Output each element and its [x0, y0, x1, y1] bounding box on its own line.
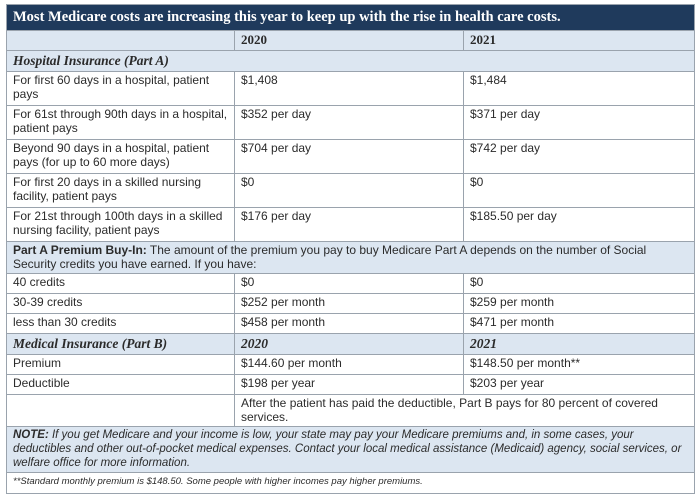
part-b-header-2021: 2021 [464, 334, 695, 355]
medicare-costs-table [6, 4, 695, 494]
note-lead: NOTE: [13, 429, 49, 441]
value-2020: $0 [235, 174, 464, 208]
buyin-lead: Part A Premium Buy-In: [13, 243, 147, 257]
footnote: **Standard monthly premium is $148.50. Some people with higher incomes pay higher premiums. [7, 473, 695, 494]
part-b-heading: Medical Insurance (Part B) [7, 334, 235, 355]
note [7, 427, 695, 473]
after-blank [7, 395, 235, 427]
part-b-after-row [7, 395, 695, 427]
value-2020: $252 per month [235, 294, 464, 314]
value-2021: $0 [464, 274, 695, 294]
part-b-header-2020: 2020 [235, 334, 464, 355]
table-row [7, 314, 695, 334]
row-label: 40 credits [7, 274, 235, 294]
value-2021: $203 per year [464, 375, 695, 395]
footnote-row [7, 473, 695, 494]
value-2021: $148.50 per month** [464, 355, 695, 375]
row-label: Premium [7, 355, 235, 375]
value-2020: $198 per year [235, 375, 464, 395]
buyin-text: The amount of the premium you pay to buy Medicare Part A depends on the number of Social Security credits you have earned. If you have: [13, 243, 647, 271]
table-row [7, 72, 695, 106]
row-label: For 21st through 100th days in a skilled nursing facility, patient pays [7, 208, 235, 242]
value-2021: $259 per month [464, 294, 695, 314]
note-row [7, 427, 695, 473]
table-row [7, 294, 695, 314]
header-2020: 2020 [235, 31, 464, 51]
table-row [7, 174, 695, 208]
value-2020: $176 per day [235, 208, 464, 242]
table-row [7, 355, 695, 375]
table-row [7, 140, 695, 174]
value-2021: $1,484 [464, 72, 695, 106]
row-label: For 61st through 90th days in a hospital, patient pays [7, 106, 235, 140]
value-2020: $144.60 per month [235, 355, 464, 375]
row-label: 30-39 credits [7, 294, 235, 314]
part-b-heading-row [7, 334, 695, 355]
table-row [7, 274, 695, 294]
row-label: less than 30 credits [7, 314, 235, 334]
part-a-heading: Hospital Insurance (Part A) [7, 51, 695, 72]
value-2021: $371 per day [464, 106, 695, 140]
table-row [7, 375, 695, 395]
value-2021: $185.50 per day [464, 208, 695, 242]
value-2020: $0 [235, 274, 464, 294]
value-2021: $471 per month [464, 314, 695, 334]
value-2020: $352 per day [235, 106, 464, 140]
row-label: For first 60 days in a hospital, patient pays [7, 72, 235, 106]
table-title: Most Medicare costs are increasing this year to keep up with the rise in health care costs. [7, 5, 695, 31]
row-label: Beyond 90 days in a hospital, patient pays (for up to 60 more days) [7, 140, 235, 174]
value-2020: $1,408 [235, 72, 464, 106]
medicare-costs-table-container [6, 4, 694, 494]
note-text: If you get Medicare and your income is low, your state may pay your Medicare premiums and, in some cases, your deductibles and other out-of-pocket medical expenses. Contact your local medical assistance (Medicaid) agency, social services, or welfare office for more information. [13, 429, 682, 469]
part-a-heading-row [7, 51, 695, 72]
buyin-intro [7, 242, 695, 274]
header-blank [7, 31, 235, 51]
year-header-row [7, 31, 695, 51]
header-2021: 2021 [464, 31, 695, 51]
row-label: For first 20 days in a skilled nursing facility, patient pays [7, 174, 235, 208]
value-2020: $704 per day [235, 140, 464, 174]
table-row [7, 208, 695, 242]
buyin-intro-row [7, 242, 695, 274]
table-title-row [7, 5, 695, 31]
table-row [7, 106, 695, 140]
value-2021: $742 per day [464, 140, 695, 174]
value-2020: $458 per month [235, 314, 464, 334]
value-2021: $0 [464, 174, 695, 208]
part-b-after-text: After the patient has paid the deductible, Part B pays for 80 percent of covered services. [235, 395, 695, 427]
row-label: Deductible [7, 375, 235, 395]
